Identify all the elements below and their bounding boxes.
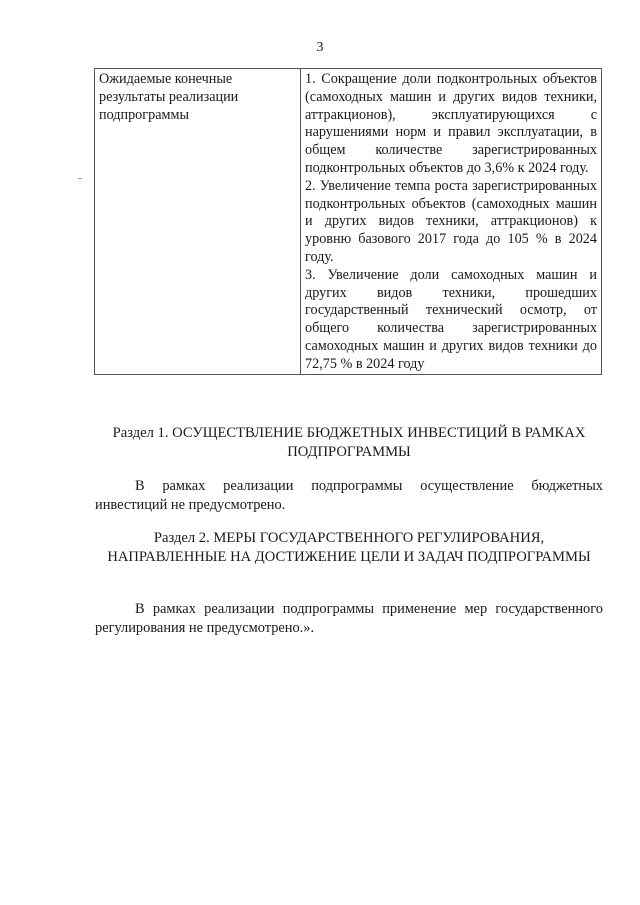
table-row xyxy=(95,69,602,375)
results-label: Ожидаемые конечные результаты реализации подпрограммы xyxy=(99,71,239,123)
results-value-cell xyxy=(301,69,602,375)
section2-text: В рамках реализации подпрограммы применение мер государственного регулирования не предусмотрено.». xyxy=(95,601,603,636)
expected-results-table xyxy=(94,68,602,375)
section1-heading: Раздел 1. ОСУЩЕСТВЛЕНИЕ БЮДЖЕТНЫХ ИНВЕСТИЦИЙ В РАМКАХ ПОДПРОГРАММЫ xyxy=(112,425,586,460)
results-label-cell xyxy=(95,69,301,375)
result-item-3: 3. Увеличение доли самоходных машин и других видов техники, прошедших государственный технический осмотр, от общего количества зарегистрированных самоходных машин и других видов техники до 72,75 % в 2024 году xyxy=(305,266,597,372)
section1-text: В рамках реализации подпрограммы осуществление бюджетных инвестиций не предусмотрено. xyxy=(95,478,603,513)
section2-heading: Раздел 2. МЕРЫ ГОСУДАРСТВЕННОГО РЕГУЛИРОВАНИЯ, НАПРАВЛЕННЫЕ НА ДОСТИЖЕНИЕ ЦЕЛИ И ЗАДАЧ ПОДПРОГРАММЫ xyxy=(107,530,591,565)
result-item-1: 1. Сокращение доли подконтрольных объектов (самоходных машин и других видов техники, аттракционов), эксплуатирующихся с нарушениями норм и правил эксплуатации, в общем количестве зарегистрированных подконтрольных объектов до 3,6% к 2024 году. xyxy=(305,71,597,176)
page-number: 3 xyxy=(316,40,324,55)
margin-mark xyxy=(78,178,82,179)
result-item-2: 2. Увеличение темпа роста зарегистрированных подконтрольных объектов (самоходных машин и других видов техники, аттракционов) к уровню базового 2017 года до 105 % в 2024 году. xyxy=(305,177,597,265)
